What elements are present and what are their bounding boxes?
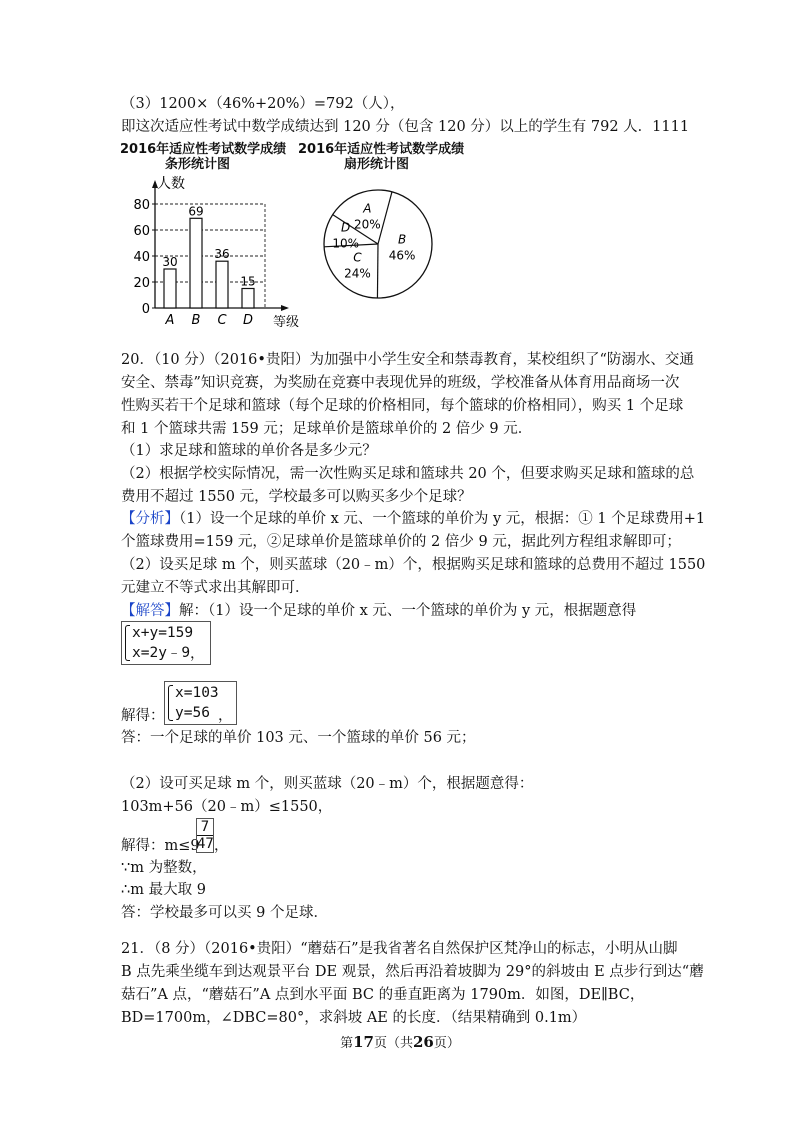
y-tick-label: 20 (133, 276, 150, 291)
system1-equation-1: x+y=159 (132, 625, 194, 641)
mixed-fraction (196, 818, 214, 853)
x-tick-label: B (191, 313, 201, 328)
x-axis-arrow (281, 305, 289, 311)
answer-part-1: 答：一个足球的单价 103 元、一个篮球的单价 56 元； (121, 730, 476, 746)
pie-slice-value: 46% (388, 248, 416, 263)
q21-line-1: 21．（8 分）（2016•贵阳）“蘑菇石”是我省著名自然保护区梵净山的标志，小明从山脚 (121, 941, 678, 957)
solve-label-1: 解得： (121, 708, 165, 724)
bar-value-label: 15 (240, 274, 256, 289)
q20-line-2: 安全、禁毒”知识竞赛，为奖励在竞赛中表现优异的班级，学校准备从体育用品商场一次 (121, 375, 680, 391)
pie-slice-boundary (377, 244, 378, 298)
bar-value-label: 30 (162, 255, 178, 269)
integer-condition: ∵m 为整数， (121, 860, 207, 876)
bar-value-label: 36 (214, 247, 230, 262)
analysis-line-4: 元建立不等式求出其解即可． (121, 580, 310, 596)
q20-line-3: 性购买若干个足球和篮球（每个足球的价格相同，每个篮球的价格相同），购买 1 个足球 (121, 398, 684, 414)
q19-line-2: 即这次适应性考试中数学成绩达到 120 分（包含 120 分）以上的学生有 792 人．1111 (121, 119, 690, 135)
answer-line-1 (121, 601, 636, 621)
q21-line-3: 菇石”A 点，“蘑菇石”A 点到水平面 BC 的垂直距离为 1790m．如图，DE∥BC， (121, 987, 645, 1003)
final-answer: 答：学校最多可以买 9 个足球． (121, 905, 328, 921)
bar-D (242, 289, 254, 309)
y-tick-label: 0 (141, 302, 150, 317)
pie-slice-label-B: B (397, 232, 407, 247)
pie-slice-value: 20% (354, 217, 381, 232)
max-value: ∴m 最大取 9 (121, 882, 206, 898)
y-tick-label: 60 (133, 224, 150, 239)
system1-equation-2: x=2y﹣9 (132, 645, 191, 661)
pie-slice-value: 24% (344, 266, 371, 281)
analysis-line-3: （2）设买足球 m 个，则买蓝球（20﹣m）个，根据购买足球和篮球的总费用不超过 1550 (121, 557, 706, 573)
page-footer (0, 1032, 800, 1051)
system1-comma: ， (190, 646, 205, 662)
q20-part-1: （1）求足球和篮球的单价各是多少元？ (121, 443, 377, 459)
q21-line-4: BD=1700m，∠DBC=80°，求斜坡 AE 的长度．（结果精确到 0.1m） (121, 1010, 587, 1026)
pie-slice-label-A: A (363, 201, 372, 216)
x-tick-label: D (242, 313, 254, 328)
footer-prefix: 第 (340, 1036, 354, 1051)
solution-prefix: 解得：m≤9 (121, 838, 200, 854)
y-tick-label: 80 (133, 198, 150, 213)
y-axis-label: 人数 (157, 176, 185, 192)
pie-chart-title-line1: 2016年适应性考试数学成绩 (298, 142, 465, 157)
system2-equation-1: x=103 (175, 685, 219, 701)
pie-slice-label-D: D (341, 220, 351, 235)
analysis-line-2: 个篮球费用=159 元，②足球单价是篮球单价的 2 倍少 9 元，据此列方程组求解即可； (121, 534, 681, 550)
page-number: 17 (353, 1033, 374, 1051)
solution-part-2-setup: （2）设可买足球 m 个，则买蓝球（20﹣m）个，根据题意得： (121, 776, 534, 792)
system2-comma: ， (218, 708, 233, 724)
analysis-text-1: （1）设一个足球的单价 x 元、一个篮球的单价为 y 元，根据：① 1 个足球费用+1 (179, 511, 706, 527)
q19-line-1: （3）1200×（46%+20%）=792（人）， (121, 96, 405, 112)
pie-slice-label-C: C (353, 250, 362, 265)
fraction-denominator: 47 (197, 836, 214, 852)
answer-text-1: 解：（1）设一个足球的单价 x 元、一个篮球的单价为 y 元，根据题意得 (179, 603, 637, 619)
q20-part-2: （2）根据学校实际情况，需一次性购买足球和篮球共 20 个，但要求购买足球和篮球的总 (121, 466, 695, 482)
solution-suffix: ， (214, 838, 229, 854)
footer-middle: 页（共 (373, 1036, 413, 1051)
q21-line-2: B 点先乘坐缆车到达观景平台 DE 观景，然后再沿着坡脚为 29°的斜坡由 E 点步行到达“蘑 (121, 964, 704, 980)
bar-value-label: 69 (188, 204, 204, 219)
pie-slice-value: 10% (332, 236, 359, 251)
x-tick-label: C (217, 313, 227, 328)
fraction-numerator: 7 (197, 819, 213, 836)
bar-C (216, 261, 228, 308)
q20-line-1: 20．（10 分）（2016•贵阳）为加强中小学生安全和禁毒教育，某校组织了“防溺水、交通 (121, 352, 694, 368)
footer-suffix: 页） (433, 1036, 460, 1051)
bar-A (164, 269, 176, 308)
y-tick-label: 40 (133, 250, 150, 265)
x-axis-label: 等级 (273, 315, 300, 330)
system2-equation-2: y=56 (175, 705, 210, 721)
inequality-solution (121, 836, 200, 856)
inequality: 103m+56（20﹣m）≤1550， (121, 799, 333, 815)
x-tick-label: A (165, 313, 175, 328)
analysis-tag: 【分析】 (121, 511, 179, 527)
q20-part-2-cont: 费用不超过 1550 元，学校最多可以购买多少个足球？ (121, 489, 472, 505)
bar-chart-title-line1: 2016年适应性考试数学成绩 (120, 142, 287, 157)
q20-line-4: 和 1 个篮球共需 159 元；足球单价是篮球单价的 2 倍少 9 元． (121, 421, 533, 437)
analysis-line-1 (121, 509, 705, 529)
pie-chart (318, 176, 438, 306)
pie-chart-title-line2: 扇形统计图 (344, 157, 410, 172)
answer-tag: 【解答】 (121, 603, 179, 619)
total-pages: 26 (413, 1033, 434, 1051)
bar-chart (128, 172, 308, 332)
bar-B (190, 218, 202, 308)
bar-chart-title-line2: 条形统计图 (165, 157, 231, 172)
